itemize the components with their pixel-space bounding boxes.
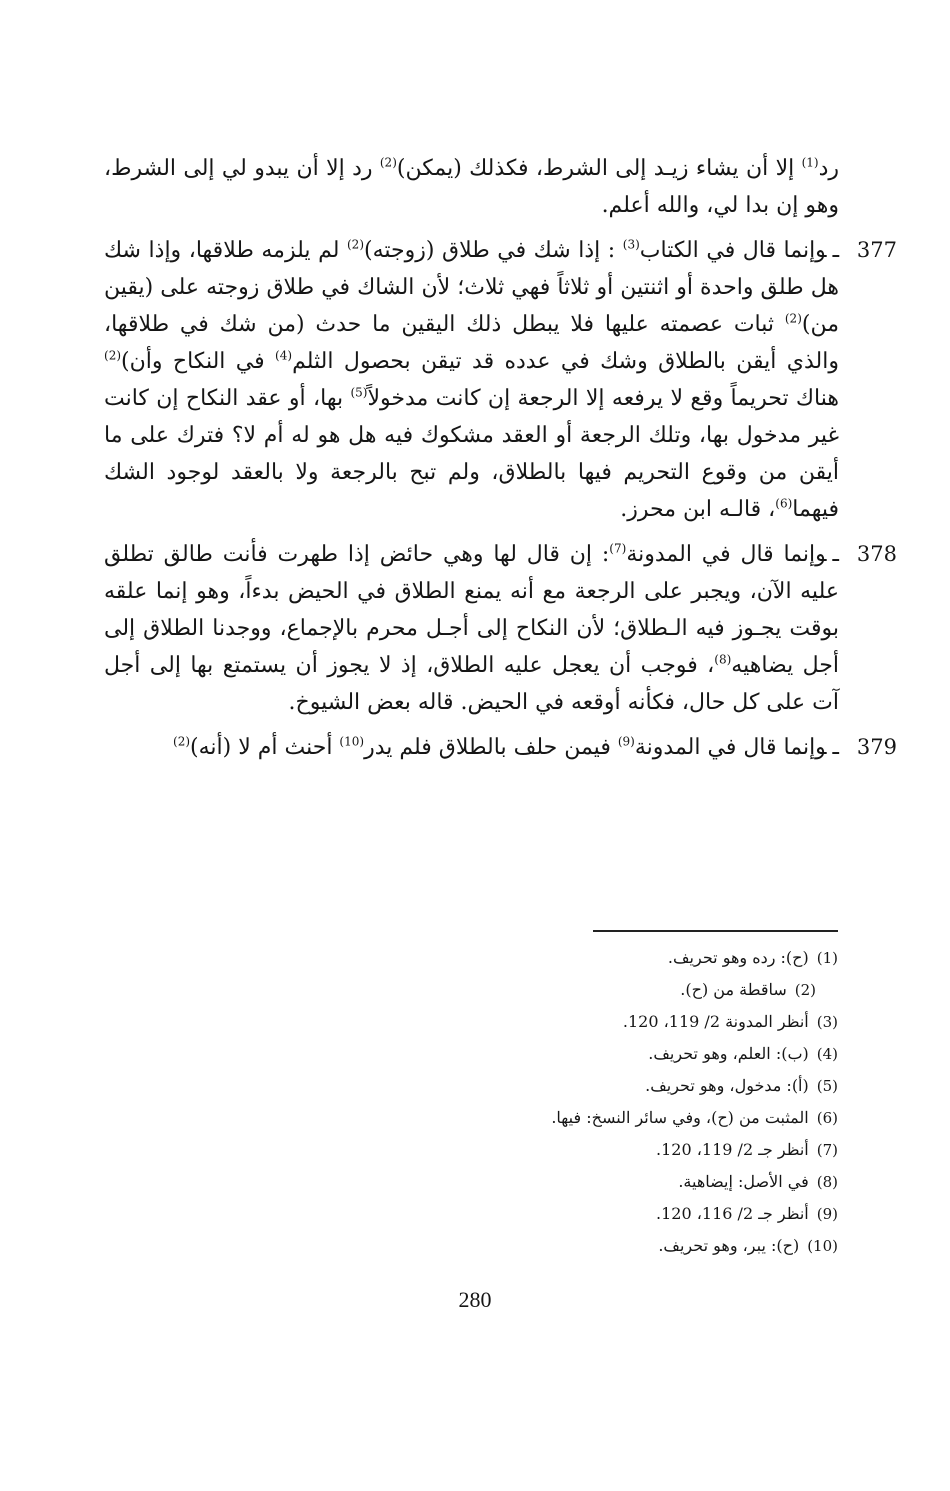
footnote-text: (ب): العلم، وهو تحريف. — [648, 1044, 809, 1063]
footnote-item — [300, 1102, 838, 1134]
footnote-item — [300, 1070, 838, 1102]
paragraph-379 — [104, 729, 897, 766]
paragraph-number: 378 — [856, 542, 897, 566]
text-run: فيمن حلف بالطلاق فلم يدر — [364, 735, 618, 760]
footnote-number: (9) — [816, 1205, 838, 1223]
footnote-item — [300, 1166, 838, 1198]
footnote-number: (6) — [816, 1109, 838, 1127]
text-run: لم يلزمه طلاقها، وإذا شك هل طلق واحدة أو اثنتين أو ثلاثاً فهي ثلاث؛ لأن الشاك في طلاق زوجته على (يقين من) — [104, 238, 839, 337]
footnote-text: أنظر جـ 2/ 119، 120. — [656, 1140, 809, 1159]
footnote-number: (5) — [816, 1077, 838, 1095]
footnote-text: (ح): يبر، وهو تحريف. — [658, 1236, 800, 1255]
footnote-number: (7) — [816, 1141, 838, 1159]
text-run: أحنث أم لا (أنه) — [190, 735, 340, 760]
footnote-item — [300, 1038, 838, 1070]
footnote-text: (أ): مدخول، وهو تحريف. — [645, 1076, 809, 1095]
footnote-ref: (2) — [784, 311, 802, 326]
footnote-item — [300, 1198, 838, 1230]
footnote-ref: (3) — [622, 237, 640, 252]
footnote-separator — [593, 930, 838, 932]
footnote-number: (2) — [794, 981, 816, 999]
text-run: في النكاح وأن) — [121, 349, 276, 374]
footnote-item — [300, 1006, 838, 1038]
footnote-item — [300, 974, 838, 1006]
footnote-text: ساقطة من (ح). — [680, 980, 787, 999]
paragraph-378 — [104, 536, 897, 721]
footnote-ref: (4) — [275, 348, 293, 363]
text-run: ، فوجب أن يعجل عليه الطلاق، إذ لا يجوز أن يستمتع بها إلى أجل آت على كل حال، فكأنه أوقعه في الحيض. قاله بعض الشيوخ. — [104, 653, 839, 715]
text-run: : إذا شك في طلاق (زوجته) — [364, 238, 623, 263]
paragraph-number: 379 — [856, 735, 897, 759]
footnote-number: (8) — [816, 1173, 838, 1191]
footnotes — [300, 942, 838, 1262]
text-run: : إن قال لها وهي حائض إذا طهرت فأنت طالق تطلق عليه الآن، ويجبر على الرجعة مع أنه يمنع الطلاق في الحيض بدءاً، وهو إنما علقه بوقت يجـوز فيه الـطلاق؛ لأن النكاح إلى أجـل محرم بالإجماع، ووجدنا الطلاق إلى أجل يضاهيه — [104, 542, 839, 678]
footnote-number: (10) — [807, 1237, 838, 1255]
footnote-text: أنظر المدونة 2/ 119، 120. — [622, 1012, 809, 1031]
text-run: وإنما قال في المدونة — [634, 735, 827, 760]
footnote-item — [300, 942, 838, 974]
footnote-ref: (5) — [350, 385, 368, 400]
footnote-ref: (7) — [609, 541, 627, 556]
text-run: بها، أو عقد النكاح إن كانت غير مدخول بها، وتلك الرجعة أو العقد مشكوك فيه هل هو له أم لا؟ فترك على ما أيقن من وقوع التحريم فيها بالطلاق، ولم تبح بالرجعة ولا بالعقد لوجود الشك فيهما — [104, 386, 839, 522]
paragraph-continuation — [104, 150, 839, 224]
text-run: إلا أن يشاء زيـد إلى الشرط، فكذلك (يمكن) — [396, 156, 802, 181]
paragraph-dash: ـ — [832, 542, 839, 567]
text-run: وإنما قال في المدونة — [626, 542, 827, 567]
footnote-number: (1) — [816, 949, 838, 967]
footnote-number: (3) — [816, 1013, 838, 1031]
text-run: رد — [818, 156, 840, 181]
footnote-ref: (2) — [173, 734, 191, 749]
footnote-ref: (10) — [339, 734, 365, 749]
footnote-item — [300, 1134, 838, 1166]
footnote-ref: (9) — [617, 734, 635, 749]
footnote-item — [300, 1230, 838, 1262]
footnote-ref: (8) — [714, 652, 732, 667]
footnote-text: (ح): رده وهو تحريف. — [667, 948, 809, 967]
footnote-text: المثبت من (ح)، وفي سائر النسخ: فيها. — [551, 1108, 809, 1127]
paragraph-377 — [104, 232, 897, 528]
paragraph-dash: ـ — [832, 238, 840, 263]
footnote-text: في الأصل: إيضاهية. — [678, 1172, 809, 1191]
footnote-ref: (6) — [775, 496, 793, 511]
page-number: 280 — [458, 1287, 492, 1312]
footnote-number: (4) — [816, 1045, 838, 1063]
footnote-ref: (2) — [346, 237, 364, 252]
paragraph-number: 377 — [856, 238, 897, 262]
body-text — [104, 150, 897, 766]
footnote-text: أنظر جـ 2/ 116، 120. — [656, 1204, 809, 1223]
text-run: هناك تحريماً وقع لا يرفعه إلا الرجعة إن كانت مدخولاً — [367, 386, 840, 411]
paragraph-dash: ـ — [832, 735, 839, 760]
text-run: ، قالـه ابن محرز. — [620, 497, 776, 522]
text-run: وإنما قال في الكتاب — [639, 238, 827, 263]
text-run: ثبات عصمته عليها فلا يبطل ذلك اليقين ما حدث (من شك في طلاقها، والذي أيقن بالطلاق وشك في عدده قد تيقن بحصول الثلم — [104, 312, 839, 374]
text-run: رد إلا أن يبدو لي إلى الشرط، وهو إن بدا لي، والله أعلم. — [104, 156, 839, 218]
footnote-ref: (1) — [801, 155, 819, 170]
footnote-ref: (2) — [104, 348, 122, 363]
footnote-ref: (2) — [379, 155, 397, 170]
